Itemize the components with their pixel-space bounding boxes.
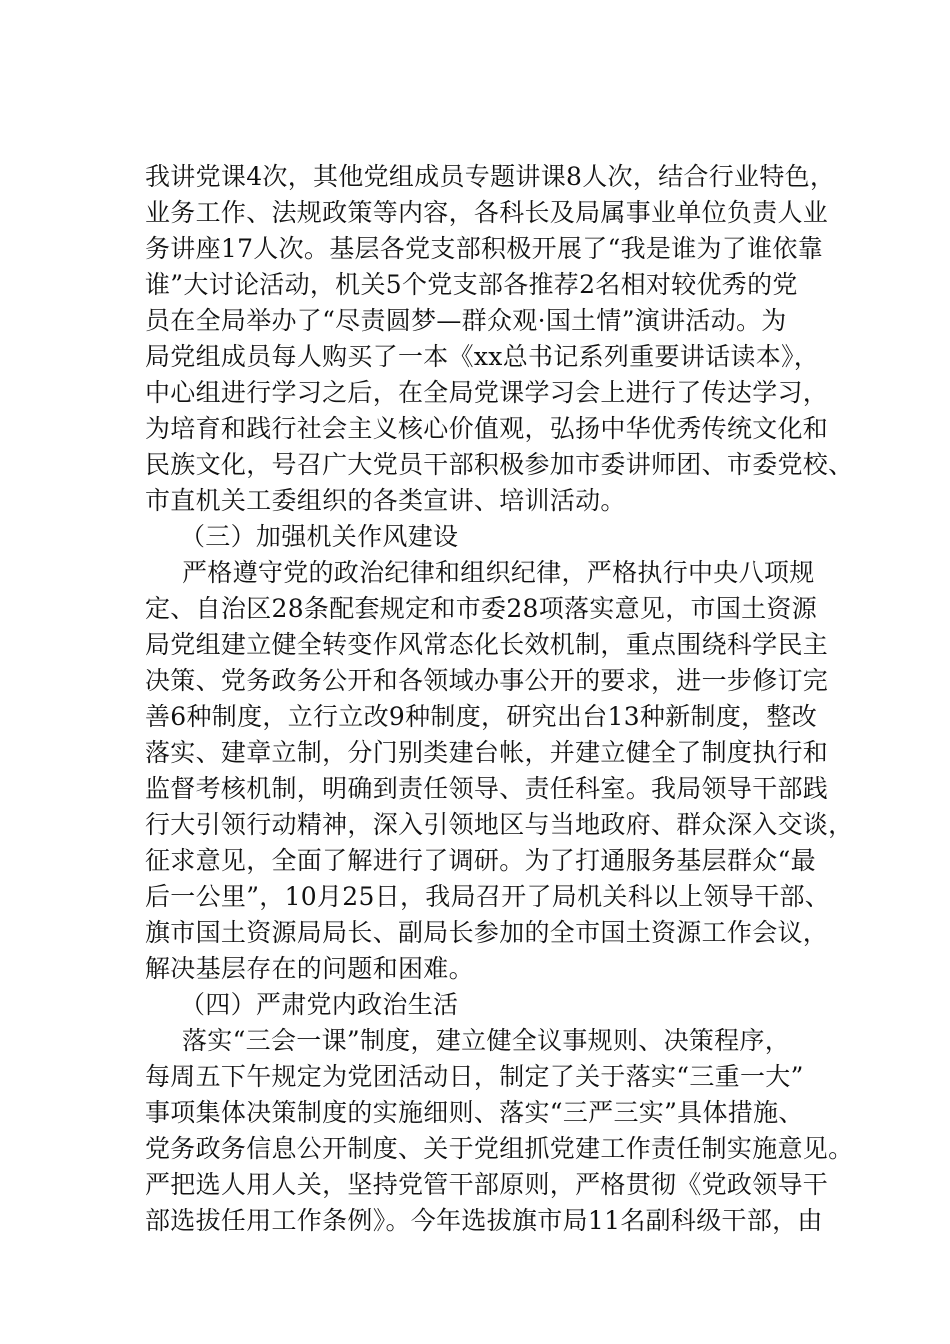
paragraph-line: 严格遵守党的政治纪律和组织纪律，严格执行中央八项规 bbox=[182, 558, 815, 587]
paragraph-line: 事项集体决策制度的实施细则、落实“三严三实”具体措施、 bbox=[145, 1098, 804, 1127]
paragraph-line: 定、自治区28条配套规定和市委28项落实意见，市国土资源 bbox=[145, 594, 818, 623]
paragraph-line: 善6种制度，立行立改9种制度，研究出台13种新制度，整改 bbox=[145, 702, 818, 731]
paragraph-line: 严把选人用人关，坚持党管干部原则，严格贯彻《党政领导干 bbox=[145, 1170, 829, 1199]
paragraph-line: 我讲党课4次，其他党组成员专题讲课8人次，结合行业特色， bbox=[145, 162, 836, 191]
paragraph-line: 务讲座17人次。基层各党支部积极开展了“我是谁为了谁依靠 bbox=[145, 234, 823, 263]
paragraph-line: 部选拔任用工作条例》。今年选拔旗市局11名副科级干部，由 bbox=[145, 1206, 823, 1235]
paragraph-line: 落实“三会一课”制度，建立健全议事规则、决策程序， bbox=[182, 1026, 791, 1055]
paragraph-line: 征求意见，全面了解进行了调研。为了打通服务基层群众“最 bbox=[145, 846, 816, 875]
paragraph-line: 解决基层存在的问题和困难。 bbox=[145, 954, 474, 983]
paragraph-line: 每周五下午规定为党团活动日，制定了关于落实“三重一大” bbox=[145, 1062, 804, 1091]
paragraph-line: 业务工作、法规政策等内容，各科长及局属事业单位负责人业 bbox=[145, 198, 829, 227]
paragraph-line: 监督考核机制，明确到责任领导、责任科室。我局领导干部践 bbox=[145, 774, 829, 803]
paragraph-line: 党务政务信息公开制度、关于党组抓党建工作责任制实施意见。 bbox=[145, 1134, 854, 1163]
section-heading-3: （三）加强机关作风建设 bbox=[180, 522, 459, 551]
paragraph-line: 旗市国土资源局局长、副局长参加的全市国土资源工作会议， bbox=[145, 918, 829, 947]
paragraph-line: 员在全局举办了“尽责圆梦—群众观·国土情”演讲活动。为 bbox=[145, 306, 787, 335]
paragraph-line: 谁”大讨论活动，机关5个党支部各推荐2名相对较优秀的党 bbox=[145, 270, 798, 299]
paragraph-line: 行大引领行动精神，深入引领地区与当地政府、群众深入交谈， bbox=[145, 810, 854, 839]
paragraph-line: 决策、党务政务公开和各领域办事公开的要求，进一步修订完 bbox=[145, 666, 829, 695]
paragraph-line: 后一公里”，10月25日，我局召开了局机关科以上领导干部、 bbox=[145, 882, 831, 911]
paragraph-line: 中心组进行学习之后，在全局党课学习会上进行了传达学习， bbox=[145, 378, 829, 407]
paragraph-line: 市直机关工委组织的各类宣讲、培训活动。 bbox=[145, 486, 626, 515]
paragraph-line: 落实、建章立制，分门别类建台帐，并建立健全了制度执行和 bbox=[145, 738, 829, 767]
section-heading-4: （四）严肃党内政治生活 bbox=[180, 990, 459, 1019]
paragraph-line: 局党组建立健全转变作风常态化长效机制，重点围绕科学民主 bbox=[145, 630, 829, 659]
paragraph-line: 局党组成员每人购买了一本《xx总书记系列重要讲话读本》， bbox=[145, 342, 820, 371]
paragraph-line: 为培育和践行社会主义核心价值观，弘扬中华优秀传统文化和 bbox=[145, 414, 829, 443]
paragraph-line: 民族文化，号召广大党员干部积极参加市委讲师团、市委党校、 bbox=[145, 450, 854, 479]
